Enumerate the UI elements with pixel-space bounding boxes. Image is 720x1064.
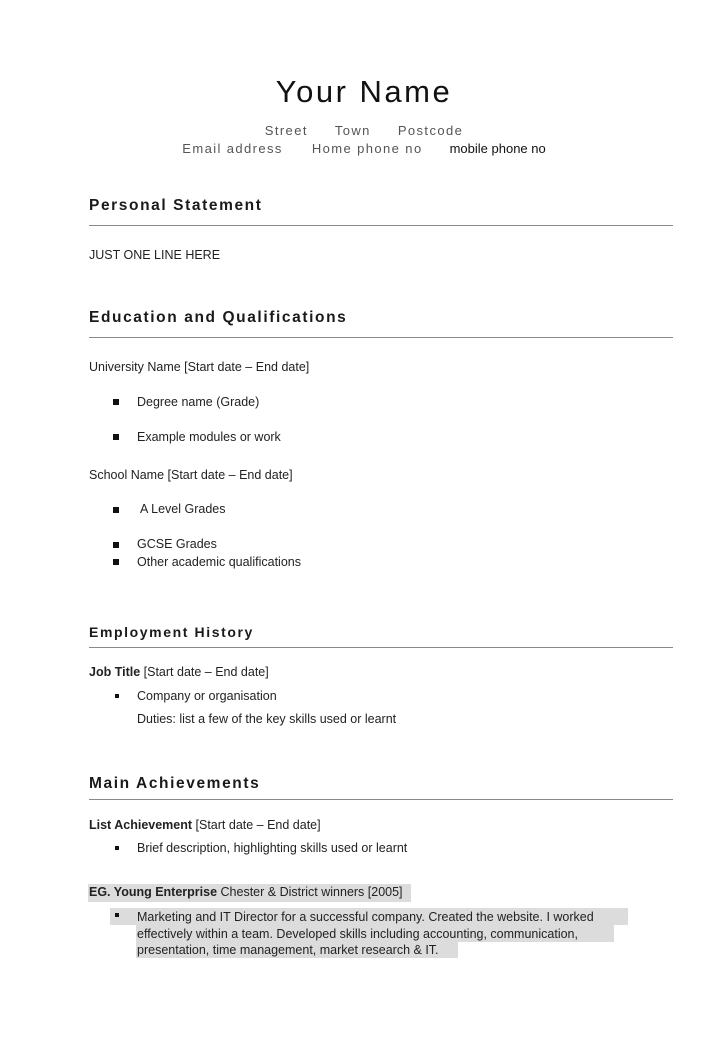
- square-bullet-icon: [115, 913, 119, 917]
- list-item: Degree name (Grade): [137, 395, 260, 409]
- list-item: GCSE Grades: [137, 537, 217, 551]
- section-divider: [89, 647, 673, 648]
- square-bullet-icon: [113, 399, 119, 405]
- section-divider: [89, 799, 673, 800]
- contact-line: [0, 141, 720, 156]
- achievements-heading: Main Achievements: [89, 775, 261, 792]
- square-bullet-icon: [113, 559, 119, 565]
- section-divider: [89, 225, 673, 226]
- education-heading: Education and Qualifications: [89, 309, 348, 326]
- job-dates: [Start date – End date]: [140, 665, 269, 679]
- achievement-line: [89, 818, 321, 832]
- university-line: University Name [Start date – End date]: [89, 360, 310, 374]
- square-bullet-icon: [113, 542, 119, 548]
- address-line: [0, 123, 720, 138]
- achievement-description: Brief description, highlighting skills used or learnt: [137, 841, 408, 855]
- duties-item: Duties: list a few of the key skills used or learnt: [137, 712, 397, 726]
- town: Town: [334, 123, 371, 138]
- example-detail: Chester & District winners [2005]: [217, 885, 403, 899]
- example-achievement-line: [89, 885, 403, 899]
- list-item: Other academic qualifications: [137, 555, 301, 569]
- list-item: A Level Grades: [140, 502, 226, 516]
- email-address: Email address: [182, 141, 283, 156]
- employment-heading: Employment History: [89, 624, 254, 640]
- company-item: Company or organisation: [137, 689, 277, 703]
- example-line: Marketing and IT Director for a successful company. Created the website. I worked: [137, 910, 594, 924]
- job-title: Job Title: [89, 665, 141, 679]
- personal-statement-heading: Personal Statement: [89, 197, 263, 214]
- square-bullet-icon: [115, 694, 119, 698]
- home-phone: Home phone no: [311, 141, 423, 156]
- achievement-title: List Achievement: [89, 818, 193, 832]
- section-divider: [89, 337, 673, 338]
- cv-name: Your Name: [275, 74, 453, 109]
- postcode: Postcode: [397, 123, 464, 138]
- example-title: EG. Young Enterprise: [89, 885, 218, 899]
- square-bullet-icon: [115, 846, 119, 850]
- list-item: Example modules or work: [137, 430, 281, 444]
- mobile-phone: mobile phone no: [449, 141, 546, 156]
- example-line: effectively within a team. Developed skills including accounting, communication,: [137, 926, 578, 941]
- square-bullet-icon: [113, 507, 119, 513]
- street: Street: [264, 123, 308, 138]
- personal-statement-text: JUST ONE LINE HERE: [89, 248, 221, 262]
- school-line: School Name [Start date – End date]: [89, 468, 293, 482]
- square-bullet-icon: [113, 434, 119, 440]
- achievement-dates: [Start date – End date]: [192, 818, 321, 832]
- job-line: [89, 665, 269, 679]
- example-description: [137, 909, 594, 959]
- example-line: presentation, time management, market research & IT.: [137, 943, 439, 957]
